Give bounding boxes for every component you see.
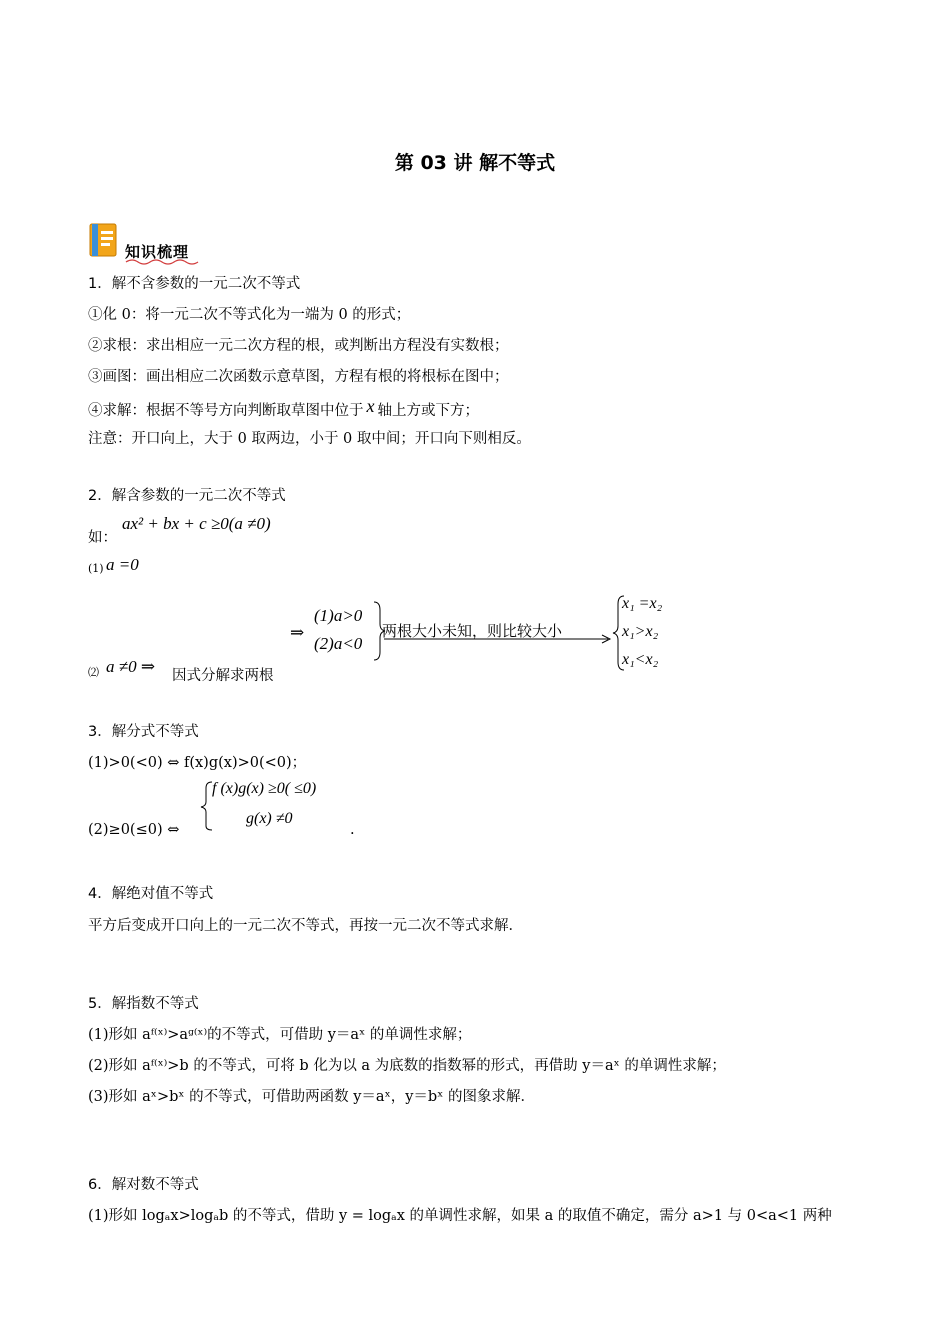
case-2-label: ⑵	[88, 666, 99, 679]
s1-line-4	[88, 396, 479, 420]
s5-line-3: (3)形如 aˣ>bˣ 的不等式，可借助两函数 y＝aˣ，y＝bˣ 的图象求解．	[88, 1089, 535, 1105]
page-title: 第 03 讲 解不等式	[394, 152, 556, 174]
system-line-2: g(x) ≠0	[246, 810, 293, 827]
result-2: x₁>x₂	[622, 623, 659, 640]
case-2-text: 因式分解求两根	[172, 668, 274, 684]
result-1: x₁ =x₂	[622, 595, 663, 612]
section-4-heading: 4．解绝对值不等式	[88, 886, 214, 902]
s3-line-1: (1)>0(<0) ⇔ f(x)g(x)>0(<0)；	[88, 755, 307, 771]
system-line-1: f (x)g(x) ≥0( ≤0)	[212, 780, 317, 797]
s1-line-1: ①化 0：将一元二次不等式化为一端为 0 的形式；	[88, 307, 411, 323]
section-6-heading: 6．解对数不等式	[88, 1177, 199, 1193]
section-5-heading: 5．解指数不等式	[88, 996, 199, 1012]
s5-line-2: (2)形如 aᶠ⁽ˣ⁾>b 的不等式，可将 b 化为以 a 为底数的指数幂的形式，再借助 y＝aˣ 的单调性求解；	[88, 1058, 726, 1074]
s1-line-4b: 轴上方或下方；	[377, 403, 479, 419]
s5-line-1: (1)形如 aᶠ⁽ˣ⁾>aᵍ⁽ˣ⁾的不等式，可借助 y＝aˣ 的单调性求解；	[88, 1027, 472, 1043]
s1-line-3: ③画图：画出相应二次函数示意草图，方程有根的将根标在图中；	[88, 369, 509, 385]
implies-arrow: ⇒	[290, 623, 305, 642]
s1-line-2: ②求根：求出相应一元二次方程的根，或判断出方程没有实数根；	[88, 338, 509, 354]
badge-label: 知识梳理	[125, 243, 190, 261]
s1-line-4a: ④求解：根据不等号方向判断取草图中位于	[88, 403, 364, 419]
sub-case-1: (1)a>0	[314, 606, 363, 625]
book-icon	[90, 224, 116, 256]
compare-text: 两根大小未知，则比较大小	[382, 622, 563, 640]
case-1-label: (1)	[88, 562, 104, 575]
s1-note: 注意：开口向上，大于 0 取两边，小于 0 取中间；开口向下则相反。	[88, 431, 531, 447]
result-3: x₁<x₂	[622, 651, 659, 668]
s3-period: .	[350, 822, 355, 838]
s4-line: 平方后变成开口向上的一元二次不等式，再按一元二次不等式求解．	[88, 918, 523, 934]
case-1-formula: a =0	[106, 555, 139, 574]
sub-case-2: (2)a<0	[314, 634, 363, 653]
section-1-heading: 1．解不含参数的一元二次不等式	[88, 276, 301, 292]
x-variable: x	[366, 396, 375, 416]
s6-line-1: (1)形如 logₐx>logₐb 的不等式，借助 y = logₐx 的单调性求解，如果 a 的取值不确定，需分 a>1 与 0<a<1 两种	[88, 1208, 832, 1224]
section-3-heading: 3．解分式不等式	[88, 724, 199, 740]
s2-ru: 如：	[88, 530, 117, 546]
s2-formula: ax² + bx + c ≥0(a ≠0)	[122, 514, 271, 533]
case-2-formula: a ≠0 ⇒	[106, 657, 156, 676]
s3-line-2: (2)≥0(≤0) ⇔	[88, 822, 180, 838]
section-2-heading: 2．解含参数的一元二次不等式	[88, 488, 286, 504]
